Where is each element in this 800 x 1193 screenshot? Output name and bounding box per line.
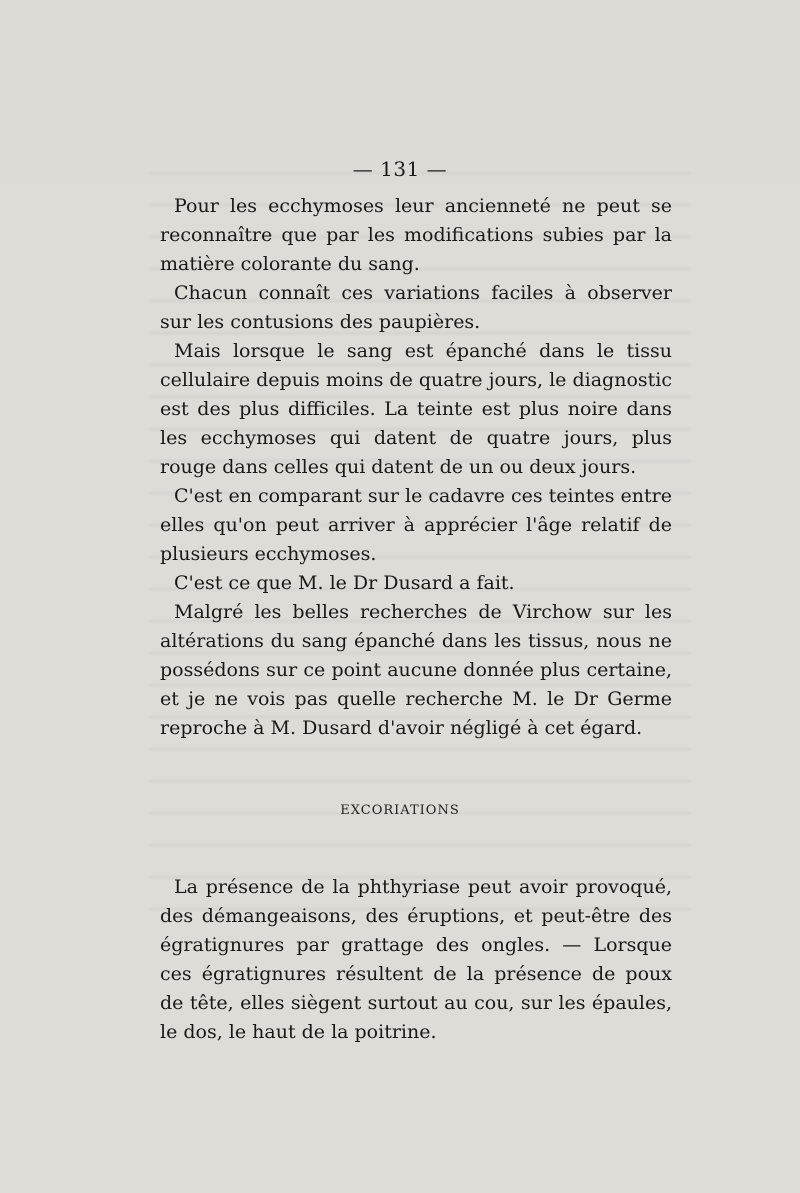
paragraph: Pour les ecchymoses leur ancienneté ne peut se reconnaître que par les modifications subies par la matière colorante du sang. (160, 195, 672, 275)
paragraph: La présence de la phthyriase peut avoir provoqué, des démangeaisons, des éruptions, et peut-être des égratignures par grattage des ongles. — Lorsque ces égratignures résultent de la présence de poux de tête, elles siègent surtout au cou, sur les épaules, le dos, le haut de la poitrine. (160, 876, 672, 1043)
main-text (160, 192, 672, 743)
paragraph: C'est ce que M. le Dr Dusard a fait. (174, 572, 515, 594)
paragraph: Mais lorsque le sang est épanché dans le tissu cellulaire depuis moins de quatre jours, le diagnostic est des plus difficiles. La teinte est plus noire dans les ecchymoses qui datent de quatre jours, plus rouge dans celles qui datent de un ou deux jours. (160, 340, 672, 478)
page-number: — 131 — (352, 157, 448, 181)
section-title: EXCORIATIONS (340, 803, 460, 818)
paragraph: C'est en comparant sur le cadavre ces teintes entre elles qu'on peut arriver à apprécier l'âge relatif de plusieurs ecchymoses. (160, 485, 672, 565)
paragraph: Chacun connaît ces variations faciles à observer sur les contusions des paupières. (160, 282, 672, 333)
section-text (160, 873, 672, 1047)
paragraph: Malgré les belles recherches de Virchow sur les altérations du sang épanché dans les tissus, nous ne possédons sur ce point aucune donnée plus certaine, et je ne vois pas quelle recherche M. le Dr Germe reproche à M. Dusard d'avoir négligé à cet égard. (160, 601, 672, 739)
